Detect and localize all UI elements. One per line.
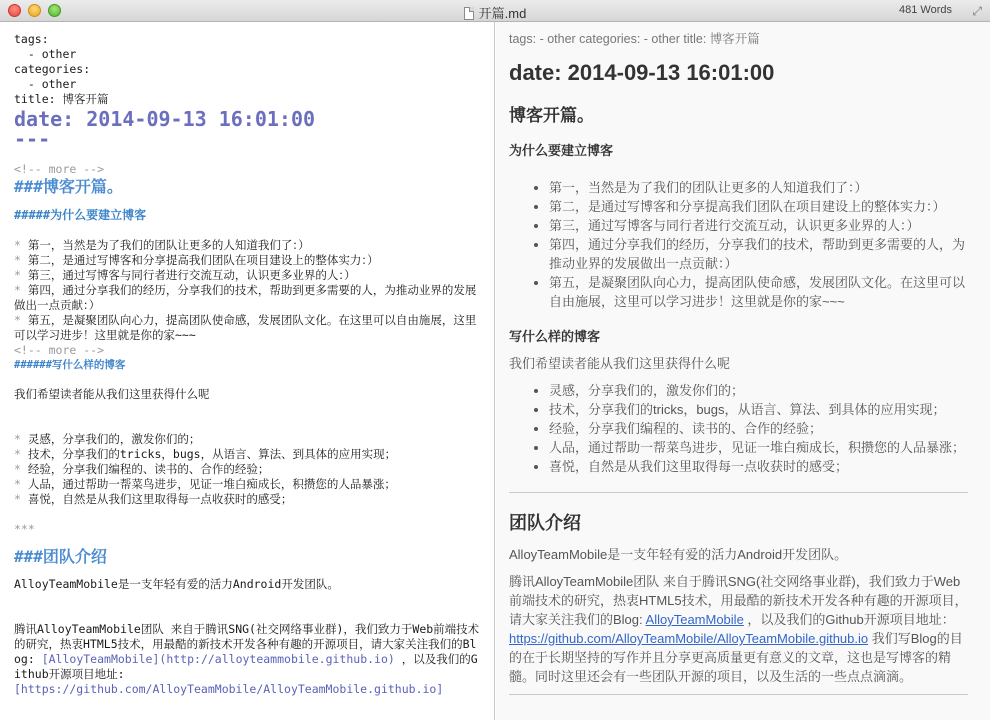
editor-list-item: * 技术，分享我们的tricks，bugs，从语言、算法、到具体的应用实现； [14, 447, 397, 461]
editor-hope-line: 我们希望读者能从我们这里获得什么呢 [14, 387, 210, 401]
preview-why-heading: 为什么要建立博客 [509, 143, 614, 158]
list-item: • 第二，是通过写博客和分享提高我们团队在项目建设上的整体实力：） [549, 197, 968, 216]
list-item: • 第五，是凝聚团队向心力，提高团队使命感，发展团队文化。在这里可以自由施展，这里可以学习进步！这里就是你的家~~~ [549, 273, 968, 311]
preview-team-heading: 团队介绍 [509, 513, 581, 533]
preview-why-list [549, 178, 968, 311]
editor-line: - other [14, 47, 77, 61]
preview-divider [509, 492, 968, 493]
list-item: • 喜悦，自然是从我们这里取得每一点收获时的感受； [549, 457, 968, 476]
editor-team-intro: AlloyTeamMobile是一支年轻有爱的活力Android开发团队。 [14, 577, 339, 591]
title-bar [0, 0, 990, 22]
editor-team-desc: 腾讯AlloyTeamMobile团队 来自于腾讯SNG(社交网络事业群)，我们致力于Web前端技术的研究，热衷HTML5技术，用最酷的新技术开发各种有趣的开源项目，请大家关注我们的Blog: [AlloyTeamMobile](http://alloyteammobile.github.io) ，以及我们的Github开源项目地址: [14, 622, 480, 681]
preview-what-list [549, 381, 968, 476]
list-item: • 经验，分享我们编程的、读书的、合作的经验； [549, 419, 968, 438]
list-item: • 灵感，分享我们的，激发你们的； [549, 381, 968, 400]
editor-list-item: * 灵感，分享我们的，激发你们的； [14, 432, 201, 446]
editor-h5-why: #####为什么要建立博客 [14, 208, 147, 222]
markdown-editor[interactable] [0, 22, 495, 720]
editor-line: title: 博客开篇 [14, 92, 109, 106]
editor-more-comment: <!-- more --> [14, 343, 105, 357]
editor-rule: --- [14, 127, 51, 151]
preview-team-intro: AlloyTeamMobile是一支年轻有爱的活力Android开发团队。 [509, 547, 848, 562]
preview-date-heading: date: 2014-09-13 16:01:00 [509, 60, 775, 85]
editor-list-item: * 第四，通过分享我们的经历，分享我们的技术，帮助到更多需要的人，为推动业界的发展做出一点贡献：） [14, 283, 477, 312]
preview-what-heading: 写什么样的博客 [509, 329, 601, 344]
list-item: • 人品，通过帮助一帮菜鸟进步，见证一堆白痴成长，积攒您的人品暴涨； [549, 438, 968, 457]
document-icon [464, 7, 474, 20]
editor-line: tags: [14, 32, 49, 46]
fullscreen-icon[interactable]: ⤢ [972, 4, 982, 18]
blog-link[interactable]: AlloyTeamMobile [645, 612, 744, 627]
github-link[interactable]: https://github.com/AlloyTeamMobile/AlloyTeamMobile.github.io [509, 631, 869, 646]
preview-team-desc: 腾讯AlloyTeamMobile团队 来自于腾讯SNG(社交网络事业群)，我们致力于Web前端技术的研究，热衷HTML5技术，用最酷的新技术开发各种有趣的开源项目，请大家关注我们的Blog: AlloyTeamMobile ，以及我们的Github开源项目地址：https://github.com/AlloyTeamMobile/AlloyTeamMobile.github.io 我们写Blog的目的在于长期坚持的写作并且分享更高质量更有意义的文章，这也是写博客的精髓。同时这里还会有一些团队开源的项目，以及生活的一些点点滴滴。 [509, 574, 968, 684]
preview-meta: tags: - other categories: - other title: 博客开篇 [509, 32, 760, 46]
list-item: • 第一，当然是为了我们的团队让更多的人知道我们了：） [549, 178, 968, 197]
preview-blog-heading: 博客开篇。 [509, 106, 594, 125]
editor-team-link: [https://github.com/AlloyTeamMobile/AlloyTeamMobile.github.io] [14, 682, 444, 696]
preview-divider [509, 694, 968, 695]
editor-line: - other [14, 77, 77, 91]
editor-list-item: * 第一，当然是为了我们的团队让更多的人知道我们了：） [14, 238, 310, 252]
list-item: • 技术，分享我们的tricks，bugs，从语言、算法、到具体的应用实现； [549, 400, 968, 419]
markdown-preview [496, 22, 990, 720]
editor-list-item: * 第三，通过写博客与同行者进行交流互动，认识更多业界的人：） [14, 268, 356, 282]
editor-list-item: * 人品，通过帮助一帮菜鸟进步，见证一堆白痴成长，积攒您的人品暴涨； [14, 477, 396, 491]
preview-hope: 我们希望读者能从我们这里获得什么呢 [509, 356, 731, 371]
editor-list-item: * 第五，是凝聚团队向心力，提高团队使命感，发展团队文化。在这里可以自由施展，这里可以学习进步！这里就是你的家~~~ [14, 313, 477, 342]
editor-list-item: * 第二，是通过写博客和分享提高我们团队在项目建设上的整体实力：） [14, 253, 379, 267]
editor-h3-blog: ###博客开篇。 [14, 177, 123, 196]
editor-h6-what: ######写什么样的博客 [14, 359, 126, 371]
list-item: • 第三，通过写博客与同行者进行交流互动，认识更多业界的人：） [549, 216, 968, 235]
editor-h3-team: ###团队介绍 [14, 547, 107, 566]
editor-line: categories: [14, 62, 91, 76]
editor-list-item: * 经验，分享我们编程的、读书的、合作的经验； [14, 462, 270, 476]
editor-list-item: * 喜悦，自然是从我们这里取得每一点收获时的感受； [14, 492, 293, 506]
editor-more-comment: <!-- more --> [14, 162, 105, 176]
editor-date-heading: date: 2014-09-13 16:01:00 [14, 107, 316, 131]
window-title [0, 3, 990, 22]
window-title-text: 开篇.md [478, 6, 527, 21]
editor-hr-stars: *** [14, 522, 35, 536]
word-count: 481 Words [899, 4, 952, 16]
list-item: • 第四，通过分享我们的经历，分享我们的技术，帮助到更多需要的人，为推动业界的发展做出一点贡献：） [549, 235, 968, 273]
